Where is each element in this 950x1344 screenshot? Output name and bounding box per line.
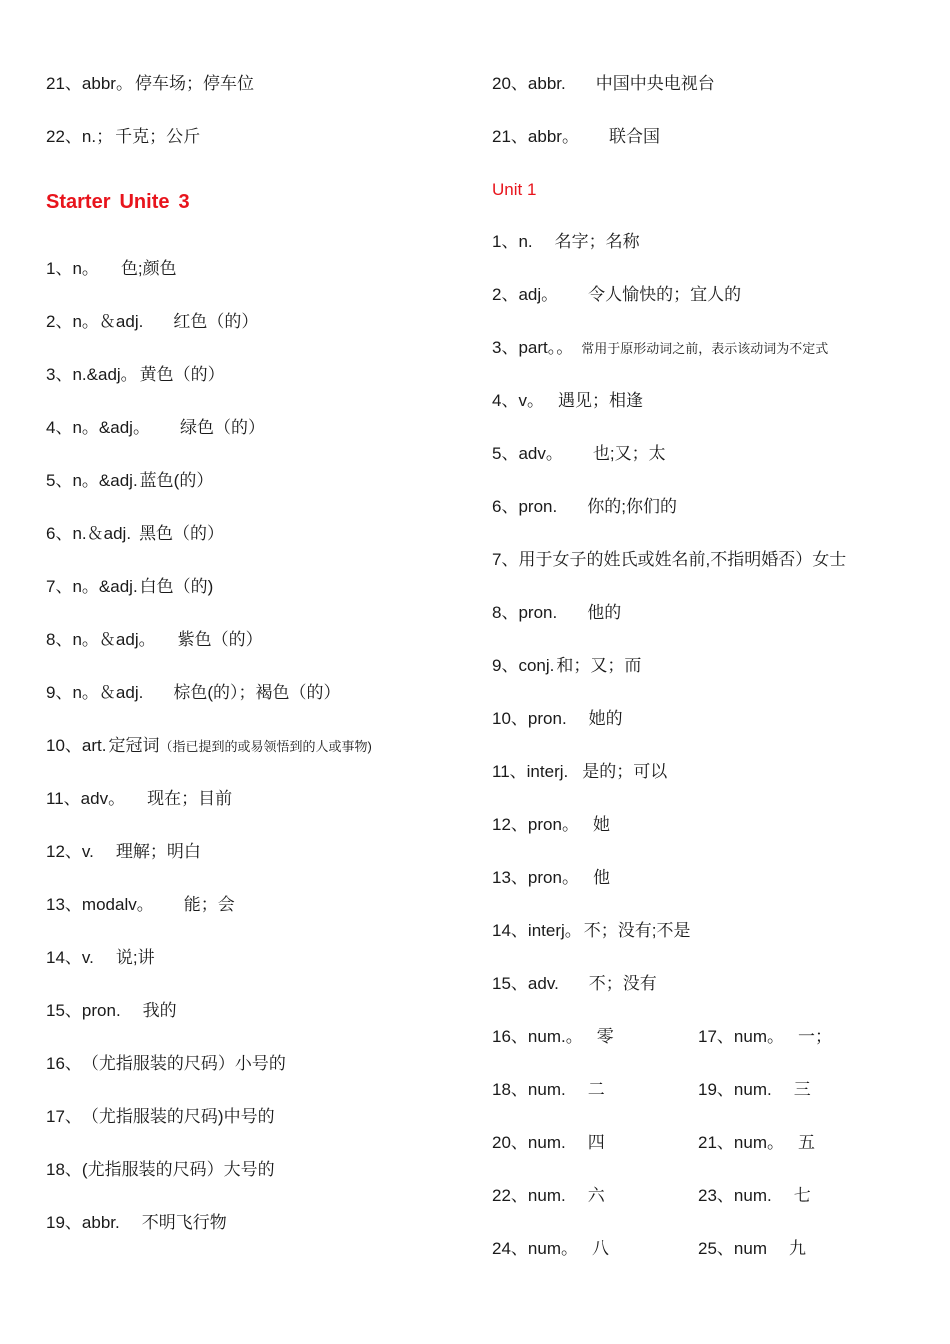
vocab-entry xyxy=(46,127,200,147)
part-of-speech: n.＆adj. xyxy=(72,524,132,543)
vocab-entry xyxy=(698,1239,806,1259)
part-of-speech: pron. xyxy=(518,603,558,622)
entry-meaning: 停车场；停车位 xyxy=(134,74,254,93)
vocab-entry xyxy=(46,1001,177,1021)
entry-number: 19、 xyxy=(698,1080,734,1099)
entry-number: 23、 xyxy=(698,1186,734,1205)
part-of-speech: n。&adj. xyxy=(72,471,138,490)
entry-number: 7、 xyxy=(492,550,519,569)
entry-meaning: 紫色（的） xyxy=(177,630,263,649)
vocab-entry xyxy=(46,365,225,385)
part-of-speech: num. xyxy=(527,1080,566,1099)
vocab-entry xyxy=(492,391,643,411)
entry-meaning: 蓝色(的） xyxy=(139,471,214,490)
part-of-speech: adv。 xyxy=(518,444,563,463)
vocab-entry xyxy=(492,444,666,464)
part-of-speech: adj。 xyxy=(518,285,559,304)
entry-number: 1、 xyxy=(46,259,73,278)
entry-number: 10、 xyxy=(46,736,82,755)
vocab-entry xyxy=(492,550,846,570)
vocab-entry xyxy=(698,1186,811,1206)
part-of-speech: n.&adj。 xyxy=(72,365,138,384)
vocab-entry xyxy=(492,815,610,835)
vocab-entry xyxy=(492,921,691,941)
vocab-entry xyxy=(46,577,213,597)
entry-number: 3、 xyxy=(492,338,519,357)
part-of-speech: v。 xyxy=(518,391,544,410)
entry-meaning: 棕色(的）；褐色（的） xyxy=(173,683,341,702)
entry-number: 4、 xyxy=(46,418,73,437)
entry-meaning: 二 xyxy=(587,1080,605,1099)
vocab-entry xyxy=(46,683,341,703)
entry-number: 24、 xyxy=(492,1239,528,1258)
entry-number: 8、 xyxy=(46,630,73,649)
entry-number: 5、 xyxy=(492,444,519,463)
entry-meaning: 千克；公斤 xyxy=(115,127,201,146)
entry-meaning: 说;讲 xyxy=(115,948,155,967)
vocab-entry xyxy=(492,285,741,305)
entry-meaning: 绿色（的） xyxy=(179,418,265,437)
vocab-entry xyxy=(492,603,621,623)
entry-number: 20、 xyxy=(492,1133,528,1152)
part-of-speech: num.。 xyxy=(527,1027,583,1046)
vocab-entry xyxy=(492,497,677,517)
part-of-speech: interj。 xyxy=(527,921,582,940)
vocab-entry xyxy=(492,1186,605,1206)
section-heading: Starter Unite 3 xyxy=(46,191,190,213)
part-of-speech: adv。 xyxy=(80,789,126,808)
vocab-entry xyxy=(492,338,828,359)
vocab-entry xyxy=(492,127,660,147)
vocab-entry xyxy=(492,868,610,888)
entry-meaning: 四 xyxy=(587,1133,605,1152)
part-of-speech: num. xyxy=(733,1080,772,1099)
entry-number: 12、 xyxy=(46,842,82,861)
vocab-entry xyxy=(698,1080,811,1100)
vocab-entry xyxy=(46,1160,275,1180)
entry-meaning: 六 xyxy=(587,1186,605,1205)
vocab-entry xyxy=(698,1027,832,1047)
part-of-speech: v. xyxy=(81,842,94,861)
entry-meaning: 不明飞行物 xyxy=(141,1213,227,1232)
entry-meaning: 令人愉快的；宜人的 xyxy=(588,285,742,304)
part-of-speech: abbr. xyxy=(81,1213,120,1232)
part-of-speech: pron. xyxy=(518,497,558,516)
entry-number: 15、 xyxy=(492,974,528,993)
vocab-entry xyxy=(492,1080,605,1100)
vocab-entry xyxy=(492,974,657,994)
entry-number: 3、 xyxy=(46,365,73,384)
entry-meaning: 我的 xyxy=(142,1001,177,1020)
entry-number: 22、 xyxy=(46,127,82,146)
part-of-speech: num。 xyxy=(733,1027,784,1046)
entry-meaning: 他的 xyxy=(587,603,622,622)
entry-meaning: 遇见；相逢 xyxy=(557,391,643,410)
part-of-speech: abbr. xyxy=(527,74,566,93)
entry-number: 17、 xyxy=(698,1027,734,1046)
entry-meaning: 现在；目前 xyxy=(147,789,233,808)
entry-meaning: 黑色（的） xyxy=(139,524,225,543)
part-of-speech: n。&adj。 xyxy=(72,418,150,437)
entry-number: 16、 xyxy=(46,1054,82,1073)
entry-number: 11、 xyxy=(46,789,81,808)
entry-meaning: 和；又；而 xyxy=(556,656,642,675)
entry-number: 6、 xyxy=(492,497,519,516)
entry-meaning: 一； xyxy=(798,1027,832,1046)
vocab-entry xyxy=(492,1133,605,1153)
entry-meaning: 红色（的） xyxy=(173,312,259,331)
entry-number: 15、 xyxy=(46,1001,82,1020)
entry-number: 25、 xyxy=(698,1239,734,1258)
entry-meaning: 联合国 xyxy=(608,127,660,146)
vocab-entry xyxy=(46,789,232,809)
vocab-entry xyxy=(492,74,715,94)
entry-meaning: 中国中央电视台 xyxy=(595,74,715,93)
entry-meaning: 用于女子的姓氏或姓名前,不指明婚否）女士 xyxy=(518,550,847,569)
part-of-speech: part。。 xyxy=(518,338,574,357)
entry-meaning: 是的；可以 xyxy=(582,762,668,781)
part-of-speech: n.； xyxy=(81,127,114,146)
vocab-entry xyxy=(46,1107,275,1127)
entry-meaning: 他 xyxy=(592,868,610,887)
vocab-entry xyxy=(46,842,201,862)
vocab-entry xyxy=(698,1133,815,1153)
vocab-entry xyxy=(46,736,372,757)
part-of-speech: num. xyxy=(527,1186,566,1205)
part-of-speech: v. xyxy=(81,948,94,967)
vocab-entry xyxy=(492,656,641,676)
vocab-entry xyxy=(46,259,177,279)
entry-number: 14、 xyxy=(492,921,528,940)
part-of-speech: adv. xyxy=(527,974,559,993)
entry-meaning: （尤指服装的尺码）小号的 xyxy=(81,1054,286,1073)
vocab-entry xyxy=(492,709,623,729)
entry-meaning: 不；没有;不是 xyxy=(583,921,691,940)
vocab-entry xyxy=(46,948,155,968)
part-of-speech: n。 xyxy=(72,259,99,278)
part-of-speech: n. xyxy=(518,232,533,251)
part-of-speech: pron。 xyxy=(527,868,579,887)
entry-number: 22、 xyxy=(492,1186,528,1205)
entry-number: 19、 xyxy=(46,1213,82,1232)
entry-note: （指已提到的或易领悟到的人或事物) xyxy=(159,739,372,754)
part-of-speech: num。 xyxy=(733,1133,784,1152)
part-of-speech: num. xyxy=(733,1186,772,1205)
entry-number: 21、 xyxy=(46,74,82,93)
entry-meaning: 色;颜色 xyxy=(120,259,177,278)
entry-meaning: (尤指服装的尺码）大号的 xyxy=(81,1160,275,1179)
entry-number: 5、 xyxy=(46,471,73,490)
entry-number: 18、 xyxy=(46,1160,82,1179)
entry-number: 13、 xyxy=(46,895,82,914)
part-of-speech: n。＆adj. xyxy=(72,312,144,331)
entry-number: 7、 xyxy=(46,577,73,596)
vocab-entry xyxy=(492,232,640,252)
entry-meaning: 九 xyxy=(789,1239,806,1258)
part-of-speech: abbr。 xyxy=(81,74,133,93)
part-of-speech: art. xyxy=(81,736,107,755)
entry-meaning: 能；会 xyxy=(183,895,235,914)
vocab-entry xyxy=(46,630,263,650)
entry-meaning: 八 xyxy=(592,1239,609,1258)
vocab-entry xyxy=(46,471,213,491)
entry-number: 14、 xyxy=(46,948,82,967)
part-of-speech: num。 xyxy=(527,1239,578,1258)
vocab-entry xyxy=(46,418,265,438)
entry-meaning: 名字；名称 xyxy=(554,232,640,251)
entry-meaning: 五 xyxy=(798,1133,815,1152)
section-heading: Unit 1 xyxy=(492,180,537,199)
vocab-entry xyxy=(46,1213,227,1233)
entry-number: 8、 xyxy=(492,603,519,622)
vocab-entry xyxy=(492,1239,609,1259)
entry-number: 9、 xyxy=(46,683,73,702)
entry-meaning: 黄色（的） xyxy=(139,365,225,384)
part-of-speech: pron. xyxy=(527,709,567,728)
vocab-entry xyxy=(46,74,254,94)
part-of-speech: conj. xyxy=(518,656,555,675)
entry-number: 12、 xyxy=(492,815,528,834)
entry-meaning: 她 xyxy=(592,815,610,834)
part-of-speech: num xyxy=(733,1239,767,1258)
vocab-entry xyxy=(46,312,258,332)
part-of-speech: n。＆adj. xyxy=(72,683,144,702)
entry-number: 1、 xyxy=(492,232,519,251)
vocab-entry xyxy=(492,1027,614,1047)
entry-number: 9、 xyxy=(492,656,519,675)
vocab-entry xyxy=(492,762,667,782)
entry-number: 18、 xyxy=(492,1080,528,1099)
vocab-entry xyxy=(46,895,235,915)
entry-number: 6、 xyxy=(46,524,73,543)
part-of-speech: n。＆adj。 xyxy=(72,630,156,649)
entry-number: 21、 xyxy=(698,1133,734,1152)
part-of-speech: pron。 xyxy=(527,815,579,834)
part-of-speech: n。&adj. xyxy=(72,577,138,596)
entry-number: 11、 xyxy=(492,762,527,781)
entry-meaning: 三 xyxy=(793,1080,811,1099)
entry-number: 13、 xyxy=(492,868,528,887)
entry-meaning: 白色（的) xyxy=(139,577,214,596)
entry-meaning: 也;又；太 xyxy=(592,444,666,463)
part-of-speech: interj. xyxy=(526,762,569,781)
entry-number: 4、 xyxy=(492,391,519,410)
entry-number: 20、 xyxy=(492,74,528,93)
entry-number: 21、 xyxy=(492,127,528,146)
entry-number: 2、 xyxy=(492,285,519,304)
entry-meaning: 零 xyxy=(596,1027,614,1046)
entry-number: 10、 xyxy=(492,709,528,728)
entry-meaning: （尤指服装的尺码)中号的 xyxy=(81,1107,275,1126)
part-of-speech: modalv。 xyxy=(81,895,154,914)
entry-meaning: 理解；明白 xyxy=(115,842,201,861)
part-of-speech: pron. xyxy=(81,1001,121,1020)
part-of-speech: num. xyxy=(527,1133,566,1152)
entry-number: 2、 xyxy=(46,312,73,331)
entry-number: 17、 xyxy=(46,1107,82,1126)
entry-meaning: 不；没有 xyxy=(588,974,657,993)
entry-meaning: 你的;你们的 xyxy=(587,497,677,516)
entry-meaning: 定冠词 xyxy=(108,736,160,755)
entry-meaning: 她的 xyxy=(588,709,623,728)
entry-number: 16、 xyxy=(492,1027,528,1046)
vocab-entry xyxy=(46,524,224,544)
part-of-speech: abbr。 xyxy=(527,127,579,146)
entry-meaning: 七 xyxy=(793,1186,811,1205)
entry-meaning: 常用于原形动词之前，表示该动词为不定式 xyxy=(581,341,829,356)
vocab-entry xyxy=(46,1054,286,1074)
